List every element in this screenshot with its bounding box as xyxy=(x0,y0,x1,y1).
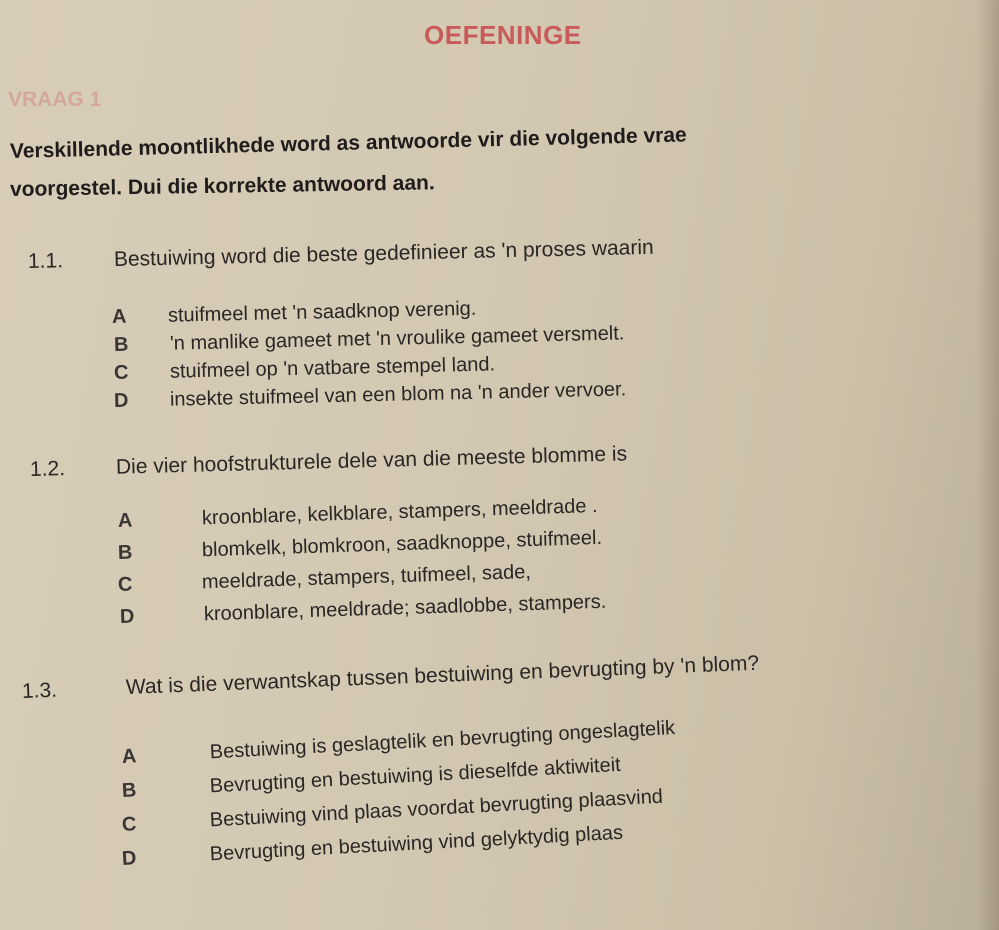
option-text: Bevrugting en bestuiwing vind gelyktydig plaas xyxy=(209,821,624,866)
option-text: Bevrugting en bestuiwing is dieselfde aktiwiteit xyxy=(209,753,622,798)
section-heading: VRAAG 1 xyxy=(8,88,102,111)
option-text: Bestuiwing is geslagtelik en bevrugting ongeslagtelik xyxy=(209,717,676,764)
instructions-line-1: Verskillende moontlikhede word as antwoorde vir die volgende vrae xyxy=(9,123,687,163)
option-text: 'n manlike gameet met 'n vroulike gameet versmelt. xyxy=(169,322,625,355)
option-text: meeldrade, stampers, tuifmeel, sade, xyxy=(201,561,532,594)
question-number: 1.2. xyxy=(29,457,66,481)
option-1-2-a[interactable] xyxy=(118,495,598,533)
question-number: 1.1. xyxy=(27,249,64,273)
option-letter: B xyxy=(117,541,133,564)
option-text: insekte stuifmeel van een blom na 'n ander vervoer. xyxy=(169,378,627,411)
question-1-1 xyxy=(28,236,654,274)
option-1-1-b[interactable] xyxy=(114,322,625,357)
option-1-2-b[interactable] xyxy=(118,527,603,565)
option-1-1-d[interactable] xyxy=(114,378,627,413)
option-letter: D xyxy=(121,847,137,870)
option-1-2-c[interactable] xyxy=(118,561,532,597)
option-text: stuifmeel met 'n saadknop verenig. xyxy=(167,297,477,327)
question-1-2 xyxy=(30,442,628,482)
question-text: Bestuiwing word die beste gedefinieer as 'n proses waarin xyxy=(113,235,654,272)
option-letter: C xyxy=(117,573,133,596)
option-letter: C xyxy=(113,361,129,384)
option-1-1-a[interactable] xyxy=(112,298,477,329)
option-text: kroonblare, kelkblare, stampers, meeldrade . xyxy=(201,494,598,530)
question-text: Die vier hoofstrukturele dele van die meeste blomme is xyxy=(115,442,628,479)
option-letter: D xyxy=(113,389,129,412)
option-text: Bestuiwing vind plaas voordat bevrugting plaasvind xyxy=(209,785,664,832)
option-letter: A xyxy=(111,305,127,328)
option-text: kroonblare, meeldrade; saadlobbe, stampers. xyxy=(203,590,607,626)
option-letter: A xyxy=(117,509,133,532)
question-1-3 xyxy=(22,652,760,704)
option-letter: B xyxy=(121,779,137,802)
page-title: OEFENINGE xyxy=(424,20,582,50)
option-letter: B xyxy=(113,333,129,356)
option-1-1-c[interactable] xyxy=(114,353,496,385)
option-letter: A xyxy=(121,745,137,768)
option-letter: C xyxy=(121,813,137,836)
question-number: 1.3. xyxy=(21,678,58,703)
question-text: Wat is die verwantskap tussen bestuiwing en bevrugting by 'n blom? xyxy=(125,651,760,699)
option-letter: D xyxy=(119,605,135,628)
option-text: blomkelk, blomkroon, saadknoppe, stuifmeel. xyxy=(201,526,603,562)
option-1-2-d[interactable] xyxy=(120,591,607,629)
option-text: stuifmeel op 'n vatbare stempel land. xyxy=(169,353,496,383)
instructions-line-2: voorgestel. Dui die korrekte antwoord aan. xyxy=(9,171,435,201)
